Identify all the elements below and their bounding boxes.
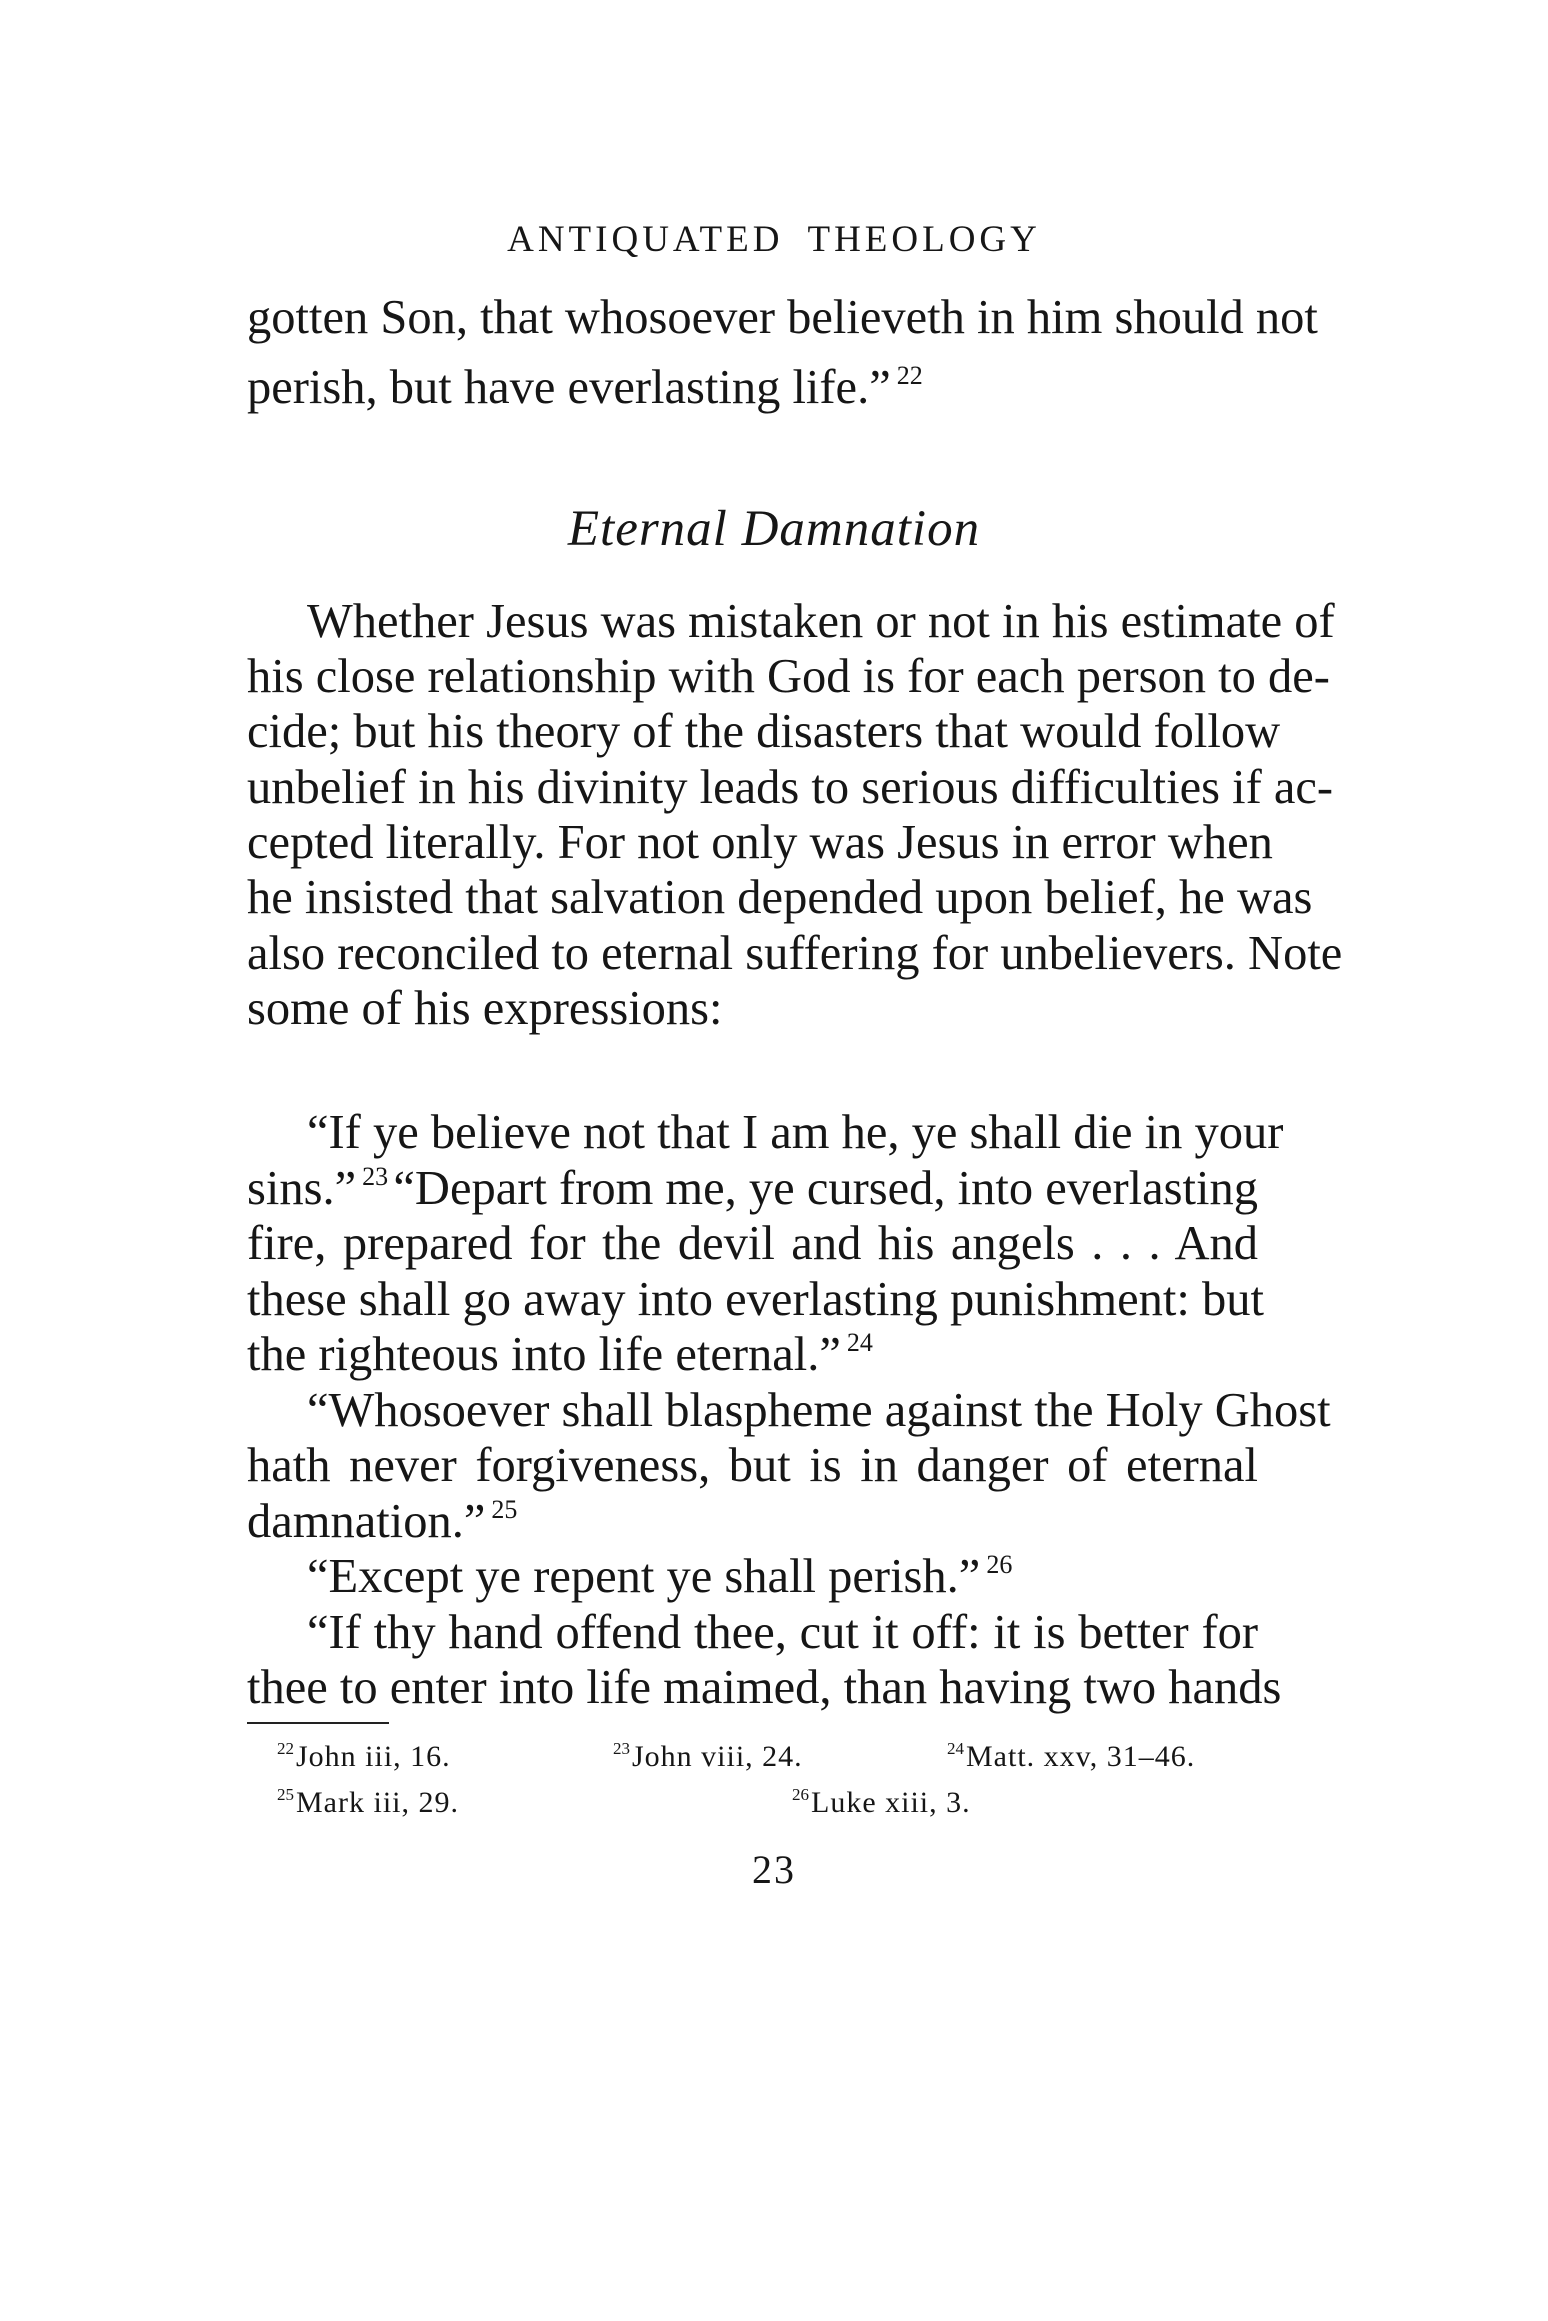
quote-1-line-5 — [247, 1327, 1258, 1381]
footnote-23 — [613, 1739, 803, 1773]
page-number: 23 — [752, 1847, 796, 1892]
quote-2-line-3-text: damnation.” — [247, 1495, 486, 1548]
footnote-25-num: 25 — [277, 1785, 294, 1805]
footnote-22 — [277, 1739, 451, 1773]
paragraph-line-6: he insisted that salvation depended upon belief, he was — [247, 871, 1313, 924]
paragraph-line-5: cepted literally. For not only was Jesus in error when — [247, 816, 1273, 869]
note-ref-22: 22 — [896, 360, 923, 390]
quote-2-line-1: “Whosoever shall blaspheme against the Holy Ghost — [307, 1384, 1331, 1437]
quote-1-line-2-start — [247, 1161, 389, 1215]
paragraph-line-7: also reconciled to eternal suffering for unbelievers. Note — [247, 927, 1343, 980]
quote-2-line-3 — [247, 1494, 1258, 1548]
opening-line-1: gotten Son, that whosoever believeth in him should not — [247, 291, 1318, 344]
quote-4-line-1: “If thy hand offend thee, cut it off: it is better for — [307, 1606, 1258, 1659]
footnote-26 — [792, 1785, 971, 1819]
section-heading: Eternal Damnation — [567, 501, 981, 557]
running-head-word-2: THEOLOGY — [807, 219, 1041, 260]
note-ref-23: 23 — [362, 1161, 389, 1191]
quote-1-line-1: “If ye believe not that I am he, ye shall die in your — [307, 1106, 1284, 1159]
quote-3-line-1 — [307, 1549, 1318, 1603]
quote-3-line-1-text: “Except ye repent ye shall perish.” — [307, 1550, 981, 1603]
paragraph-line-8: some of his expressions: — [247, 982, 723, 1035]
footnote-26-num: 26 — [792, 1785, 809, 1805]
quote-1-line-2-a: sins.” — [247, 1162, 357, 1215]
footnote-22-text: John iii, 16. — [296, 1740, 451, 1773]
quote-1-line-5-text: the righteous into life eternal.” — [247, 1328, 841, 1381]
quote-1-line-2-b: “Depart from me, ye cursed, into everlasting — [393, 1162, 1258, 1215]
footnote-24 — [947, 1739, 1196, 1773]
note-ref-26: 26 — [986, 1549, 1013, 1579]
footnote-23-num: 23 — [613, 1739, 630, 1759]
opening-line-2 — [247, 360, 1258, 414]
running-head-word-1: ANTIQUATED — [507, 219, 784, 260]
footnote-24-text: Matt. xxv, 31–46. — [966, 1740, 1196, 1773]
paragraph-line-2: his close relationship with God is for each person to de- — [247, 650, 1330, 703]
footnote-24-num: 24 — [947, 1739, 964, 1759]
quote-1-line-4: these shall go away into everlasting punishment: but — [247, 1273, 1264, 1326]
quote-4-line-2: thee to enter into life maimed, than having two hands — [247, 1661, 1282, 1714]
note-ref-25: 25 — [491, 1494, 518, 1524]
footnote-22-num: 22 — [277, 1739, 294, 1759]
footnote-23-text: John viii, 24. — [632, 1740, 803, 1773]
paragraph-line-4: unbelief in his divinity leads to serious difficulties if ac- — [247, 761, 1334, 814]
paragraph-line-3: cide; but his theory of the disasters that would follow — [247, 705, 1281, 758]
opening-line-2-text: perish, but have everlasting life.” — [247, 361, 891, 414]
footnote-26-text: Luke xiii, 3. — [811, 1786, 971, 1819]
footnote-25-text: Mark iii, 29. — [296, 1786, 459, 1819]
note-ref-24: 24 — [846, 1327, 873, 1357]
running-head — [0, 218, 1548, 261]
footnote-25 — [277, 1785, 459, 1819]
paragraph-line-1: Whether Jesus was mistaken or not in his estimate of — [307, 595, 1335, 648]
footnote-rule — [247, 1722, 389, 1724]
quote-1-line-2 — [247, 1161, 1258, 1215]
quote-1-line-3: fire, prepared for the devil and his angels . . . And — [247, 1217, 1258, 1270]
quote-2-line-2: hath never forgiveness, but is in danger of eternal — [247, 1439, 1258, 1492]
